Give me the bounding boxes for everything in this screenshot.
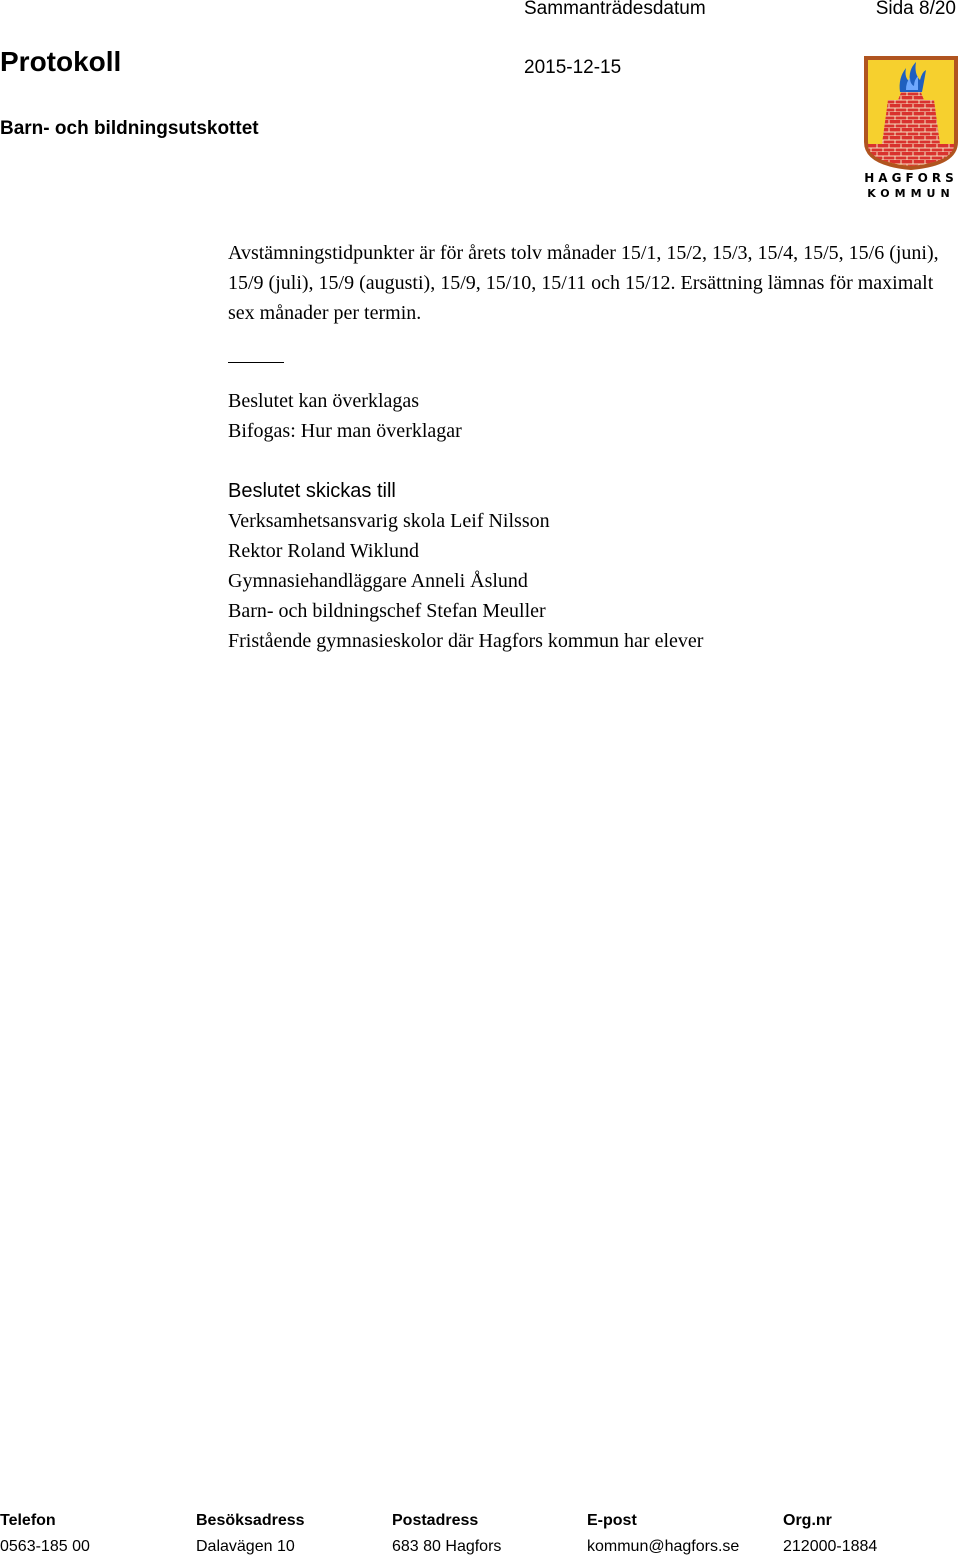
section-divider (228, 362, 284, 363)
footer-heading-visit-address: Besöksadress (196, 1512, 305, 1529)
recipients-heading: Beslutet skickas till (228, 480, 396, 502)
footer-phone: 0563-185 00 (0, 1538, 90, 1555)
footer-heading-postal-address: Postadress (392, 1512, 479, 1529)
footer-heading-phone: Telefon (0, 1512, 56, 1529)
recipient-item: Barn- och bildningschef Stefan Meuller (228, 600, 546, 622)
compensation-paragraph: Avstämningstidpunkter är för årets tolv månader 15/1, 15/2, 15/3, 15/4, 15/5, 15/6 (juni), 15/9 (juli), 15/9 (augusti), 15/9, 15/10, 15/11 och 15/12. Ersättning lämnas för maximalt sex månader per termin. (228, 242, 939, 324)
page-number: Sida 8/20 (875, 0, 956, 19)
recipient-item: Fristående gymnasieskolor där Hagfors kommun har elever (228, 630, 704, 652)
recipient-item: Gymnasiehandläggare Anneli Åslund (228, 570, 528, 592)
logo-text-hagfors: HAGFORS (864, 171, 958, 185)
footer-postal-address: 683 80 Hagfors (392, 1538, 502, 1555)
footer-heading-org-number: Org.nr (783, 1512, 832, 1529)
document-title: Protokoll (0, 46, 122, 77)
footer-visit-address: Dalavägen 10 (196, 1538, 295, 1555)
logo-text-kommun: KOMMUN (867, 187, 955, 200)
meeting-date: 2015-12-15 (524, 57, 622, 78)
committee-name: Barn- och bildningsutskottet (0, 118, 259, 139)
meeting-date-label: Sammanträdesdatum (524, 0, 706, 19)
footer-org-number: 212000-1884 (783, 1538, 878, 1555)
appeal-notice: Beslutet kan överklagas (228, 390, 420, 412)
footer-heading-email: E-post (587, 1512, 637, 1529)
footer-email[interactable]: kommun@hagfors.se (587, 1538, 740, 1555)
recipient-item: Rektor Roland Wiklund (228, 540, 420, 562)
recipient-item: Verksamhetsansvarig skola Leif Nilsson (228, 510, 550, 532)
attachment-note: Bifogas: Hur man överklagar (228, 420, 462, 442)
